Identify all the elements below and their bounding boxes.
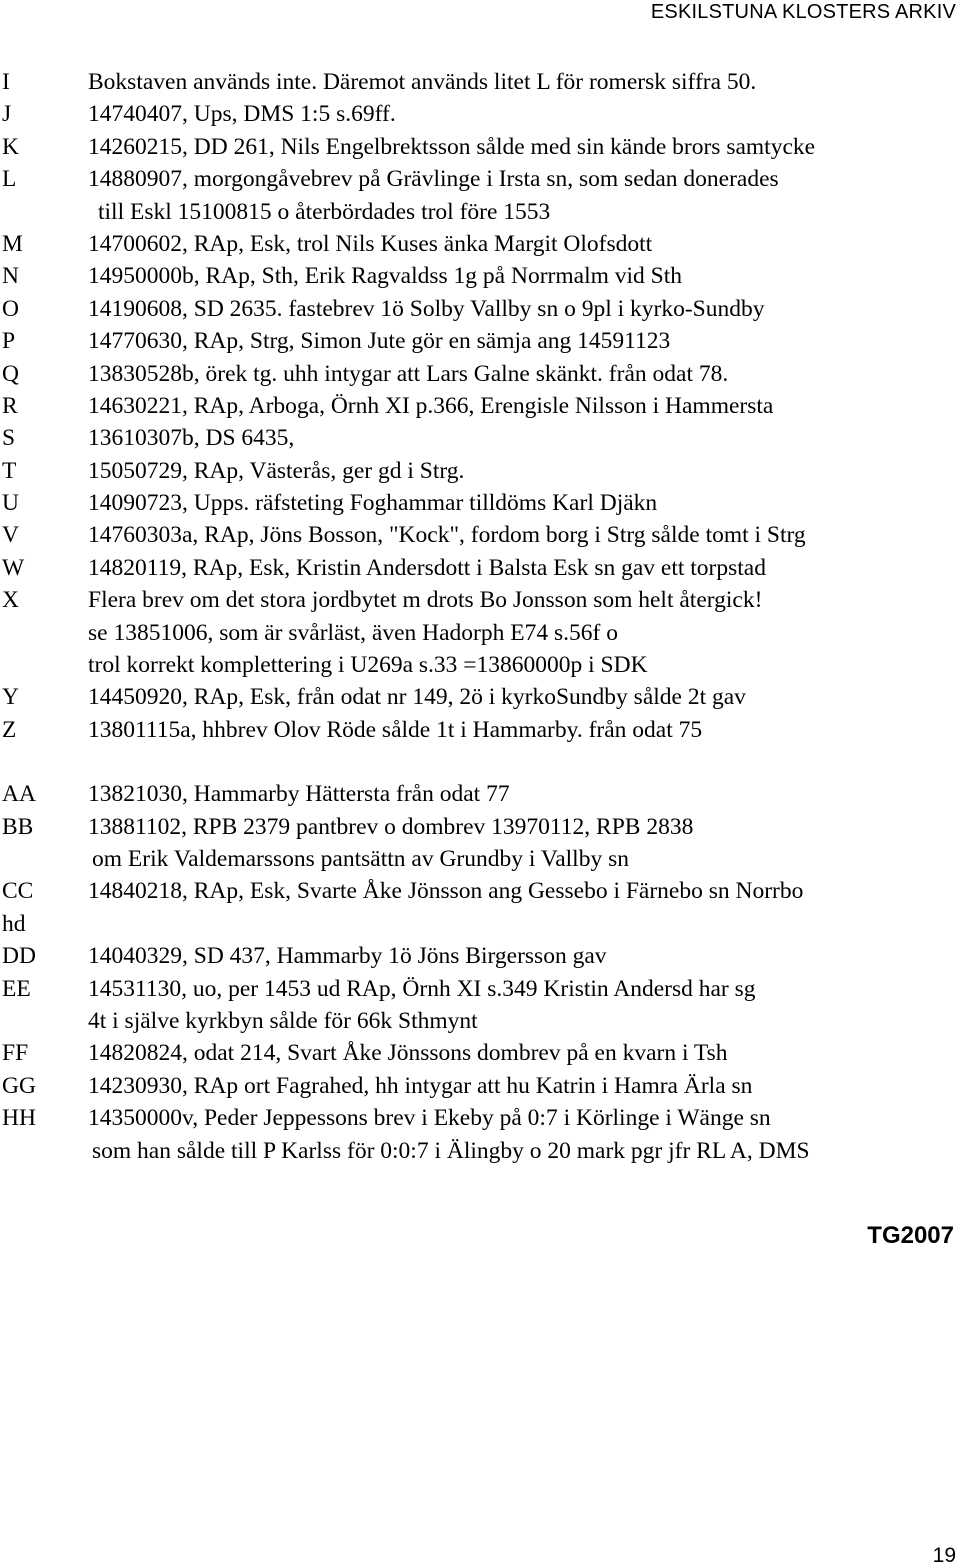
entry-key: P: [2, 328, 16, 355]
entry-text: 15050729, RAp, Västerås, ger gd i Strg.: [88, 457, 465, 484]
entry-row: [0, 519, 960, 551]
entry-row: [0, 358, 960, 390]
entry-row: [0, 455, 960, 487]
entry-key: L: [2, 166, 17, 193]
entry-row: [0, 778, 960, 810]
entry-list: [0, 66, 960, 1167]
entry-text: 14230930, RAp ort Fagrahed, hh intygar att hu Katrin i Hamra Ärla sn: [88, 1072, 753, 1099]
entry-row: [0, 260, 960, 292]
entry-row: [0, 422, 960, 454]
author-stamp: TG2007: [867, 1222, 954, 1249]
entry-row: [0, 875, 960, 907]
entry-text: se 13851006, som är svårläst, även Hadorph E74 s.56f o: [88, 619, 618, 646]
entry-text: 14350000v, Peder Jeppessons brev i Ekeby på 0:7 i Körlinge i Wänge sn: [88, 1105, 771, 1132]
entry-text: till Eskl 15100815 o återbördades trol före 1553: [98, 198, 551, 225]
entry-row: [0, 1037, 960, 1069]
entry-key: HH: [2, 1105, 36, 1132]
entry-key: hd: [2, 910, 26, 937]
entry-text: 14880907, morgongåvebrev på Grävlinge i Irsta sn, som sedan donerades: [88, 166, 779, 193]
entry-text: trol korrekt komplettering i U269a s.33 =13860000p i SDK: [88, 652, 648, 679]
entry-row: [0, 131, 960, 163]
entry-row: [0, 1102, 960, 1134]
entry-text: 13821030, Hammarby Hättersta från odat 77: [88, 781, 510, 808]
entry-text: 14840218, RAp, Esk, Svarte Åke Jönsson ang Gessebo i Färnebo sn Norrbo: [88, 878, 804, 905]
entry-row: [0, 1070, 960, 1102]
entry-row: [0, 293, 960, 325]
entry-text: 14820119, RAp, Esk, Kristin Andersdott i Balsta Esk sn gav ett torpstad: [88, 554, 766, 581]
entry-text: om Erik Valdemarssons pantsättn av Grundby i Vallby sn: [92, 845, 629, 872]
entry-row: [0, 714, 960, 746]
entry-key: U: [2, 490, 19, 517]
entry-key: W: [2, 554, 25, 581]
entry-text: 13610307b, DS 6435,: [88, 425, 295, 452]
entry-key: BB: [2, 813, 34, 840]
entry-continuation: [0, 196, 960, 228]
entry-text: 14630221, RAp, Arboga, Örnh XI p.366, Erengisle Nilsson i Hammersta: [88, 392, 774, 419]
entry-text: som han sålde till P Karlss för 0:0:7 i Älingby o 20 mark pgr jfr RL A, DMS: [92, 1137, 810, 1164]
entry-key: I: [2, 69, 10, 95]
entry-text: 13881102, RPB 2379 pantbrev o dombrev 13970112, RPB 2838: [88, 813, 694, 840]
entry-text: 14450920, RAp, Esk, från odat nr 149, 2ö i kyrkoSundby sålde 2t gav: [88, 684, 746, 711]
entry-key: R: [2, 392, 18, 419]
entry-key: N: [2, 263, 19, 290]
entry-text: 14770630, RAp, Strg, Simon Jute gör en sämja ang 14591123: [88, 328, 671, 355]
entry-key: AA: [2, 781, 36, 808]
entry-text: 14820824, odat 214, Svart Åke Jönssons dombrev på en kvarn i Tsh: [88, 1040, 728, 1067]
entry-text: 14090723, Upps. räfsteting Foghammar tilldöms Karl Djäkn: [88, 490, 658, 517]
entry-text: 14260215, DD 261, Nils Engelbrektsson sålde med sin kände brors samtycke: [88, 133, 816, 160]
entry-text: Flera brev om det stora jordbytet m drots Bo Jonsson som helt återgick!: [88, 587, 763, 614]
entry-row: [0, 811, 960, 843]
entry-key: EE: [2, 975, 31, 1002]
entry-key: GG: [2, 1072, 36, 1099]
entry-row: [0, 228, 960, 260]
entry-text: 14740407, Ups, DMS 1:5 s.69ff.: [88, 101, 396, 128]
entry-row: [0, 552, 960, 584]
entry-key: Y: [2, 684, 19, 711]
entry-text: 14950000b, RAp, Sth, Erik Ragvaldss 1g på Norrmalm vid Sth: [88, 263, 683, 290]
entry-text: 14190608, SD 2635. fastebrev 1ö Solby Vallby sn o 9pl i kyrko-Sundby: [88, 295, 765, 322]
entry-continuation: [0, 843, 960, 875]
entry-row: [0, 584, 960, 616]
entry-row: [0, 908, 960, 940]
entry-text: 13801115a, hhbrev Olov Röde sålde 1t i Hammarby. från odat 75: [88, 716, 703, 743]
entry-key: CC: [2, 878, 34, 905]
entry-key: X: [2, 587, 19, 614]
entry-row: [0, 390, 960, 422]
entry-continuation: [0, 1005, 960, 1037]
entry-row: [0, 98, 960, 130]
entry-row: [0, 325, 960, 357]
entry-text: 14700602, RAp, Esk, trol Nils Kuses änka Margit Olofsdott: [88, 230, 653, 257]
page-number: 19: [932, 1544, 956, 1567]
entry-row: [0, 940, 960, 972]
entry-text: 14760303a, RAp, Jöns Bosson, "Kock", fordom borg i Strg sålde tomt i Strg: [88, 522, 806, 549]
entry-key: Q: [2, 360, 19, 387]
entry-key: Z: [2, 716, 17, 743]
entry-key: O: [2, 295, 19, 322]
entry-key: FF: [2, 1040, 29, 1067]
entry-row: [0, 681, 960, 713]
entry-key: J: [2, 101, 12, 128]
entry-key: K: [2, 133, 19, 160]
entry-text: 13830528b, örek tg. uhh intygar att Lars Galne skänkt. från odat 78.: [88, 360, 729, 387]
entry-row: [0, 973, 960, 1005]
entry-row: [0, 163, 960, 195]
entry-continuation: [0, 1135, 960, 1167]
entry-continuation: [0, 617, 960, 649]
entry-key: V: [2, 522, 19, 549]
entry-key: S: [2, 425, 16, 452]
entry-text: 14531130, uo, per 1453 ud RAp, Örnh XI s.349 Kristin Andersd har sg: [88, 975, 756, 1002]
entry-key: M: [2, 230, 23, 257]
entry-key: DD: [2, 943, 36, 970]
entry-row: [0, 487, 960, 519]
entry-key: T: [2, 457, 17, 484]
entry-continuation: [0, 649, 960, 681]
entry-text: Bokstaven används inte. Däremot används litet L för romersk siffra 50.: [88, 69, 757, 95]
archive-header-title: ESKILSTUNA KLOSTERS ARKIV: [650, 1, 956, 23]
entry-row: [0, 66, 960, 98]
entry-text: 4t i själve kyrkbyn sålde för 66k Sthmynt: [88, 1007, 478, 1034]
entry-text: 14040329, SD 437, Hammarby 1ö Jöns Birgersson gav: [88, 943, 607, 970]
